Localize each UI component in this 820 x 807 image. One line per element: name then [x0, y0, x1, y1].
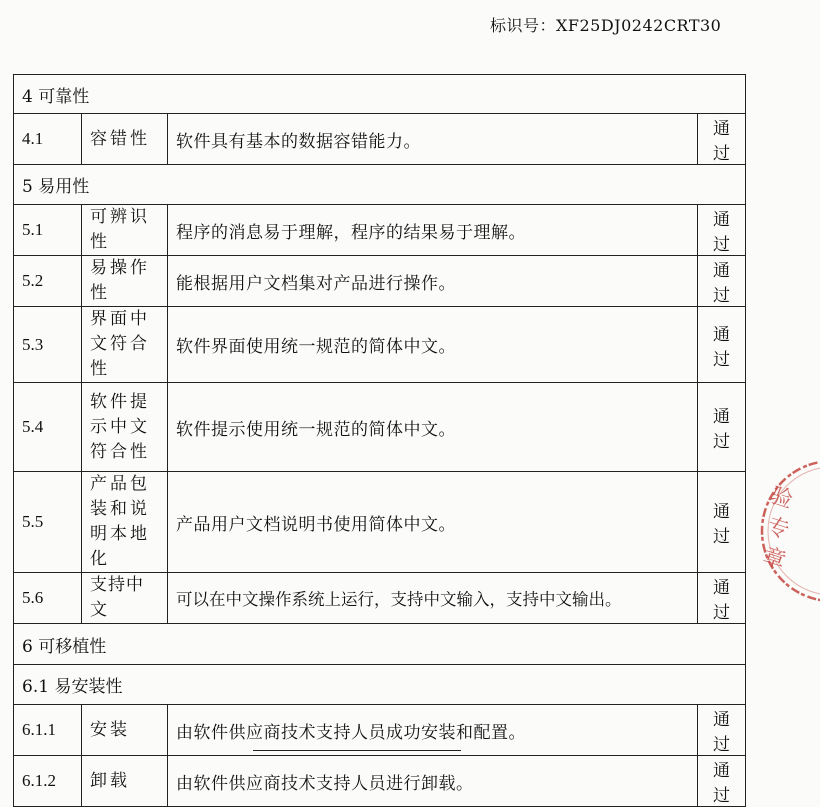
- item-result: 通过: [697, 756, 745, 807]
- item-name: 卸载: [82, 756, 168, 807]
- item-name: 产品包装和说明本地化: [82, 472, 168, 573]
- section-row: [14, 75, 746, 114]
- item-number: 6.1.1: [14, 705, 82, 756]
- item-result: 通过: [697, 383, 745, 472]
- item-number: 5.2: [14, 256, 82, 307]
- item-name: 安装: [82, 705, 168, 756]
- item-name: 可辨识性: [82, 205, 168, 256]
- table-row: [14, 472, 746, 573]
- item-name: 支持中文: [82, 573, 168, 624]
- item-result: 通过: [697, 573, 745, 624]
- table-row: [14, 573, 746, 624]
- item-result: 通过: [697, 114, 745, 165]
- official-seal: [757, 456, 820, 606]
- section-title: 5 易用性: [14, 165, 746, 205]
- item-description: 由软件供应商技术支持人员进行卸载。: [168, 756, 698, 807]
- item-result: 通过: [697, 205, 745, 256]
- item-result: 通过: [697, 705, 745, 756]
- item-number: 4.1: [14, 114, 82, 165]
- item-description: 产品用户文档说明书使用简体中文。: [168, 472, 698, 573]
- section-row: [14, 165, 746, 205]
- item-number: 5.3: [14, 307, 82, 383]
- section-title: 4 可靠性: [14, 75, 746, 114]
- table-row: [14, 705, 746, 756]
- item-result: 通过: [697, 256, 745, 307]
- table-row: [14, 307, 746, 383]
- item-number: 5.1: [14, 205, 82, 256]
- footer-rule: [253, 750, 461, 751]
- table-row: [14, 205, 746, 256]
- item-name: 软件提示中文符合性: [82, 383, 168, 472]
- item-number: 5.6: [14, 573, 82, 624]
- item-description: 由软件供应商技术支持人员成功安装和配置。: [168, 705, 698, 756]
- seal-text: 验专章: [759, 483, 796, 575]
- test-results-table: [13, 74, 746, 807]
- item-description: 软件具有基本的数据容错能力。: [168, 114, 698, 165]
- item-number: 5.5: [14, 472, 82, 573]
- item-description: 能根据用户文档集对产品进行操作。: [168, 256, 698, 307]
- section-title: 6 可移植性: [14, 624, 746, 665]
- section-title: 6.1 易安装性: [14, 665, 746, 705]
- table-row: [14, 383, 746, 472]
- section-row: [14, 665, 746, 705]
- item-number: 5.4: [14, 383, 82, 472]
- item-result: 通过: [697, 472, 745, 573]
- document-id: 标识号：XF25DJ0242CRT30: [490, 16, 722, 35]
- item-result: 通过: [697, 307, 745, 383]
- item-description: 程序的消息易于理解，程序的结果易于理解。: [168, 205, 698, 256]
- item-description: 可以在中文操作系统上运行，支持中文输入，支持中文输出。: [168, 573, 698, 624]
- item-description: 软件界面使用统一规范的简体中文。: [168, 307, 698, 383]
- item-name: 容错性: [82, 114, 168, 165]
- table-row: [14, 756, 746, 807]
- item-number: 6.1.2: [14, 756, 82, 807]
- item-name: 界面中文符合性: [82, 307, 168, 383]
- table-row: [14, 256, 746, 307]
- section-row: [14, 624, 746, 665]
- item-description: 软件提示使用统一规范的简体中文。: [168, 383, 698, 472]
- item-name: 易操作性: [82, 256, 168, 307]
- table-row: [14, 114, 746, 165]
